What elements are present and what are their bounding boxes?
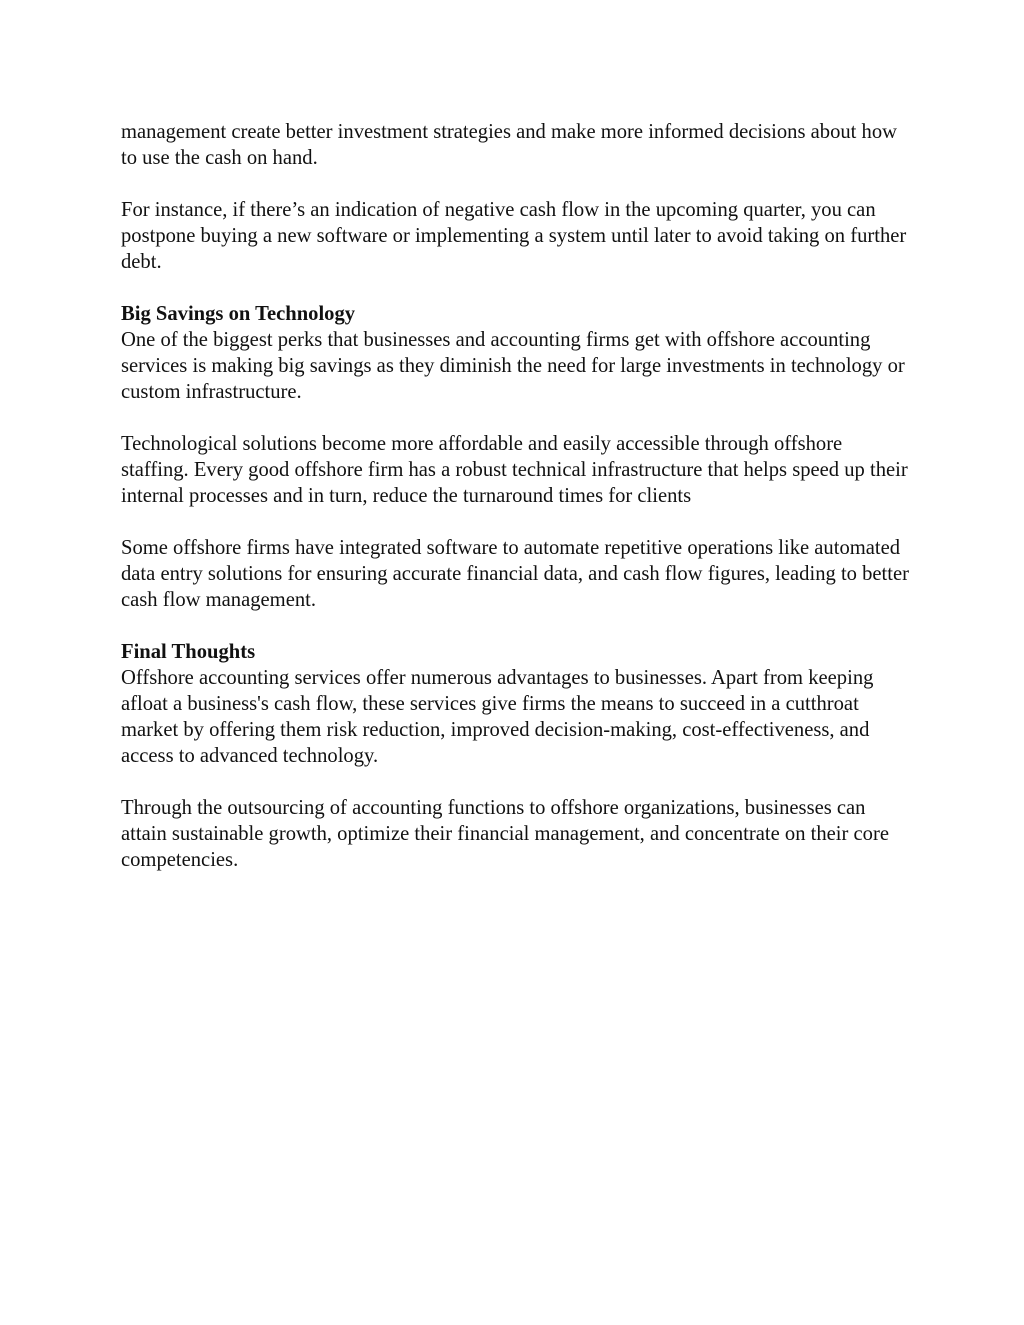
technology-paragraph-2: Technological solutions become more affordable and easily accessible through offshore staffing. Every good offshore firm has a robust technical infrastructure that helps speed up their internal processes and in turn, reduce the turnaround times for clients xyxy=(121,433,908,507)
section-heading-technology: Big Savings on Technology xyxy=(121,303,356,325)
technology-paragraph-3: Some offshore firms have integrated software to automate repetitive operations like automated data entry solutions for ensuring accurate financial data, and cash flow figures, leading to better cash flow management. xyxy=(121,537,909,611)
final-paragraph-1: Offshore accounting services offer numerous advantages to businesses. Apart from keeping afloat a business's cash flow, these services give firms the means to succeed in a cutthroat market by offering them risk reduction, improved decision-making, cost-effectiveness, and access to advanced technology. xyxy=(121,667,874,767)
section-final-thoughts xyxy=(121,639,911,873)
section-heading-final-thoughts: Final Thoughts xyxy=(121,641,256,663)
document-page xyxy=(121,119,911,899)
technology-paragraph-1: One of the biggest perks that businesses and accounting firms get with offshore accounting services is making big savings as they diminish the need for large investments in technology or custom infrastructure. xyxy=(121,329,905,403)
final-paragraph-2: Through the outsourcing of accounting functions to offshore organizations, businesses can attain sustainable growth, optimize their financial management, and concentrate on their core competencies. xyxy=(121,797,889,871)
intro-paragraph-2: For instance, if there’s an indication of negative cash flow in the upcoming quarter, you can postpone buying a new software or implementing a system until later to avoid taking on further debt. xyxy=(121,199,907,273)
intro-paragraph-1: management create better investment strategies and make more informed decisions about how to use the cash on hand. xyxy=(121,121,897,169)
section-technology xyxy=(121,301,911,613)
